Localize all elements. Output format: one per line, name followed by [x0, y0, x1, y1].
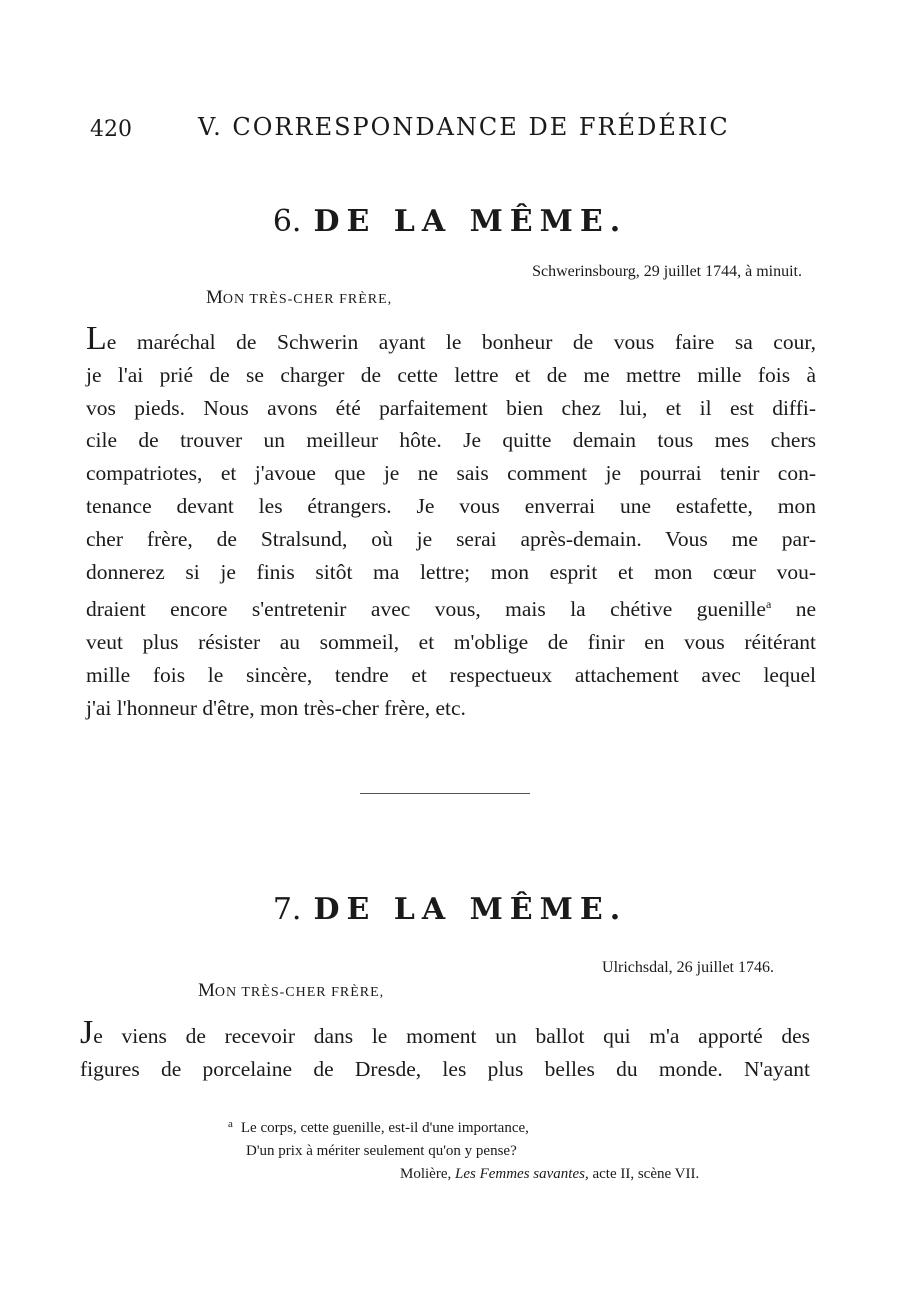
footnote-reference: a [765, 597, 772, 612]
body-line: cher frère, de Stralsund, où je serai après-demain. Vous me par- [86, 526, 816, 551]
letter-number: 7. [272, 892, 302, 927]
drop-cap: L [86, 320, 107, 357]
letter-7-heading [0, 892, 900, 927]
body-line: Je viens de recevoir dans le moment un ballot qui m'a apporté des [80, 1014, 810, 1051]
letter-6-body [86, 320, 816, 725]
letter-7-body [80, 1014, 810, 1086]
body-line: veut plus résister au sommeil, et m'oblige de finir en vous réitérant [86, 630, 816, 655]
letter-title: DE LA MÊME. [313, 204, 628, 239]
running-head [90, 113, 810, 153]
body-line: donnerez si je finis sitôt ma lettre; mon esprit et mon cœur vou- [86, 559, 816, 584]
footnote [228, 1113, 798, 1186]
salutation-initial: M [206, 287, 223, 308]
footnote-verse-1: $^a$ Le corps, cette guenille, est-il d'une importance, [228, 1118, 529, 1136]
body-line: j'ai l'honneur d'être, mon très-cher frère, etc. [86, 695, 466, 720]
footnote-source: Molière, Les Femmes savantes, acte II, scène VII. [400, 1166, 700, 1182]
letter-number: 6. [272, 204, 302, 239]
letter-6-heading [0, 204, 900, 239]
letter-7-salutation [198, 980, 384, 1002]
work-title: Les Femmes savantes, [454, 1166, 589, 1182]
body-line: Le maréchal de Schwerin ayant le bonheur de vous faire sa cour, [86, 320, 816, 357]
section-divider [360, 793, 530, 794]
body-line: cile de trouver un meilleur hôte. Je quitte demain tous mes chers [86, 428, 816, 453]
body-line: compatriotes, et j'avoue que je ne sais comment je pourrai tenir con- [86, 461, 816, 486]
body-line: vos pieds. Nous avons été parfaitement bien chez lui, et il est diffi- [86, 395, 816, 420]
footnote-verse-2: D'un prix à mériter seulement qu'on y pense? [246, 1143, 517, 1159]
page-number: 420 [90, 117, 132, 142]
body-line: je l'ai prié de se charger de cette lettre et de me mettre mille fois à [86, 362, 816, 387]
body-line: mille fois le sincère, tendre et respectueux attachement avec lequel [86, 662, 816, 687]
letter-6-dateline: Schwerinsbourg, 29 juillet 1744, à minuit. [532, 263, 802, 280]
salutation-initial: M [198, 980, 215, 1001]
salutation-rest: ON TRÈS-CHER FRÈRE, [214, 985, 385, 1000]
running-title: V. CORRESPONDANCE DE FRÉDÉRIC [198, 113, 730, 141]
letter-7-dateline: Ulrichsdal, 26 juillet 1746. [602, 959, 774, 976]
body-line: figures de porcelaine de Dresde, les plus belles du monde. N'ayant [80, 1056, 810, 1081]
letter-title: DE LA MÊME. [313, 892, 628, 927]
drop-cap: J [80, 1014, 94, 1051]
body-line: tenance devant les étrangers. Je vous enverrai une estafette, mon [86, 493, 816, 518]
salutation-rest: ON TRÈS-CHER FRÈRE, [222, 292, 393, 307]
letter-6-salutation [206, 287, 392, 309]
body-line: draient encore s'entretenir avec vous, mais la chétive guenille$^a$ ne [86, 597, 816, 622]
footnote-marker: a [228, 1118, 233, 1130]
